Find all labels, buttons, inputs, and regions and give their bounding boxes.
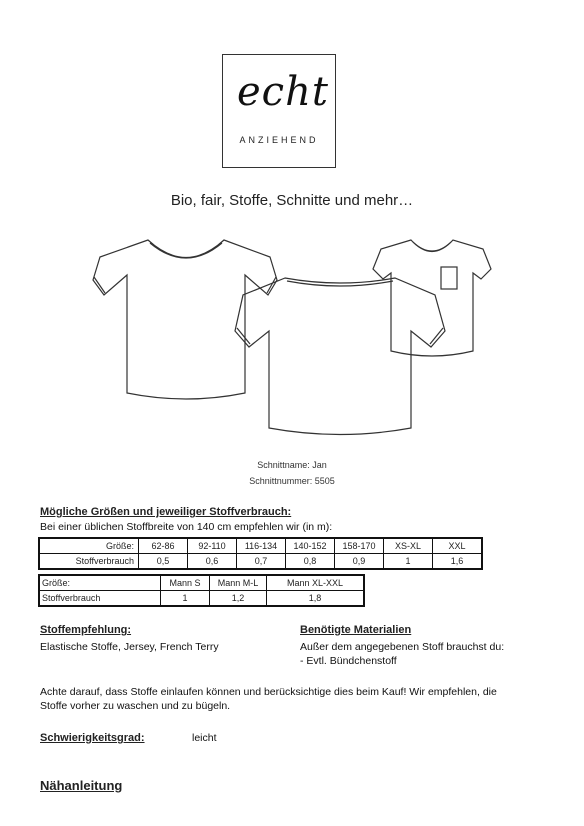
difficulty-value: leicht <box>192 732 217 744</box>
table-row <box>39 538 482 554</box>
instructions-heading: Nähanleitung <box>40 778 123 793</box>
value-cell: 1 <box>161 591 210 607</box>
size-cell: 62-86 <box>139 538 188 554</box>
size-cell: Mann M-L <box>210 575 267 591</box>
row-label: Stoffverbrauch <box>39 554 139 570</box>
table-row <box>39 554 482 570</box>
materials-line-1: Außer dem angegebenen Stoff brauchst du: <box>300 641 505 653</box>
pattern-number: Schnittnummer: 5505 <box>249 476 335 486</box>
row-label: Größe: <box>39 575 161 591</box>
value-cell: 0,9 <box>335 554 384 570</box>
value-cell: 1,2 <box>210 591 267 607</box>
row-label: Größe: <box>39 538 139 554</box>
sizes-intro: Bei einer üblichen Stoffbreite von 140 cm empfehlen wir (in m): <box>40 521 333 533</box>
size-cell: 158-170 <box>335 538 384 554</box>
value-cell: 0,6 <box>188 554 237 570</box>
value-cell: 1,8 <box>267 591 365 607</box>
value-cell: 1 <box>384 554 433 570</box>
tshirt-pocket-drawing <box>373 240 491 356</box>
size-cell: XS-XL <box>384 538 433 554</box>
size-cell: 92-110 <box>188 538 237 554</box>
brand-logo <box>222 54 336 168</box>
logo-subtitle: ANZIEHEND <box>239 135 319 145</box>
pattern-name: Schnittname: Jan <box>257 460 327 470</box>
tshirt-back-drawing <box>235 278 445 435</box>
size-cell: Mann S <box>161 575 210 591</box>
note-line-2: Stoffe vorher zu waschen und zu bügeln. <box>40 700 231 712</box>
size-cell: XXL <box>433 538 483 554</box>
size-table-1 <box>38 537 483 570</box>
value-cell: 0,7 <box>237 554 286 570</box>
size-cell: Mann XL-XXL <box>267 575 365 591</box>
table-row <box>39 575 364 591</box>
garment-illustrations <box>90 235 510 445</box>
size-cell: 116-134 <box>237 538 286 554</box>
fabric-heading: Stoffempfehlung: <box>40 624 132 636</box>
size-cell: 140-152 <box>286 538 335 554</box>
table-row <box>39 591 364 607</box>
value-cell: 0,5 <box>139 554 188 570</box>
sizes-heading: Mögliche Größen und jeweiliger Stoffverbrauch: <box>40 506 292 518</box>
size-table-2 <box>38 574 365 607</box>
materials-heading: Benötigte Materialien <box>300 624 412 636</box>
difficulty-label: Schwierigkeitsgrad: <box>40 732 145 744</box>
note-line-1: Achte darauf, dass Stoffe einlaufen können und berücksichtige dies beim Kauf! Wir empfehlen, die <box>40 686 497 698</box>
fabric-text: Elastische Stoffe, Jersey, French Terry <box>40 641 219 653</box>
value-cell: 0,8 <box>286 554 335 570</box>
tagline: Bio, fair, Stoffe, Schnitte und mehr… <box>170 192 414 209</box>
value-cell: 1,6 <box>433 554 483 570</box>
logo-script-text: echt <box>237 69 329 115</box>
tshirt-front-vneck-drawing <box>93 240 277 399</box>
row-label: Stoffverbrauch <box>39 591 161 607</box>
materials-line-2: - Evtl. Bündchenstoff <box>300 655 397 667</box>
